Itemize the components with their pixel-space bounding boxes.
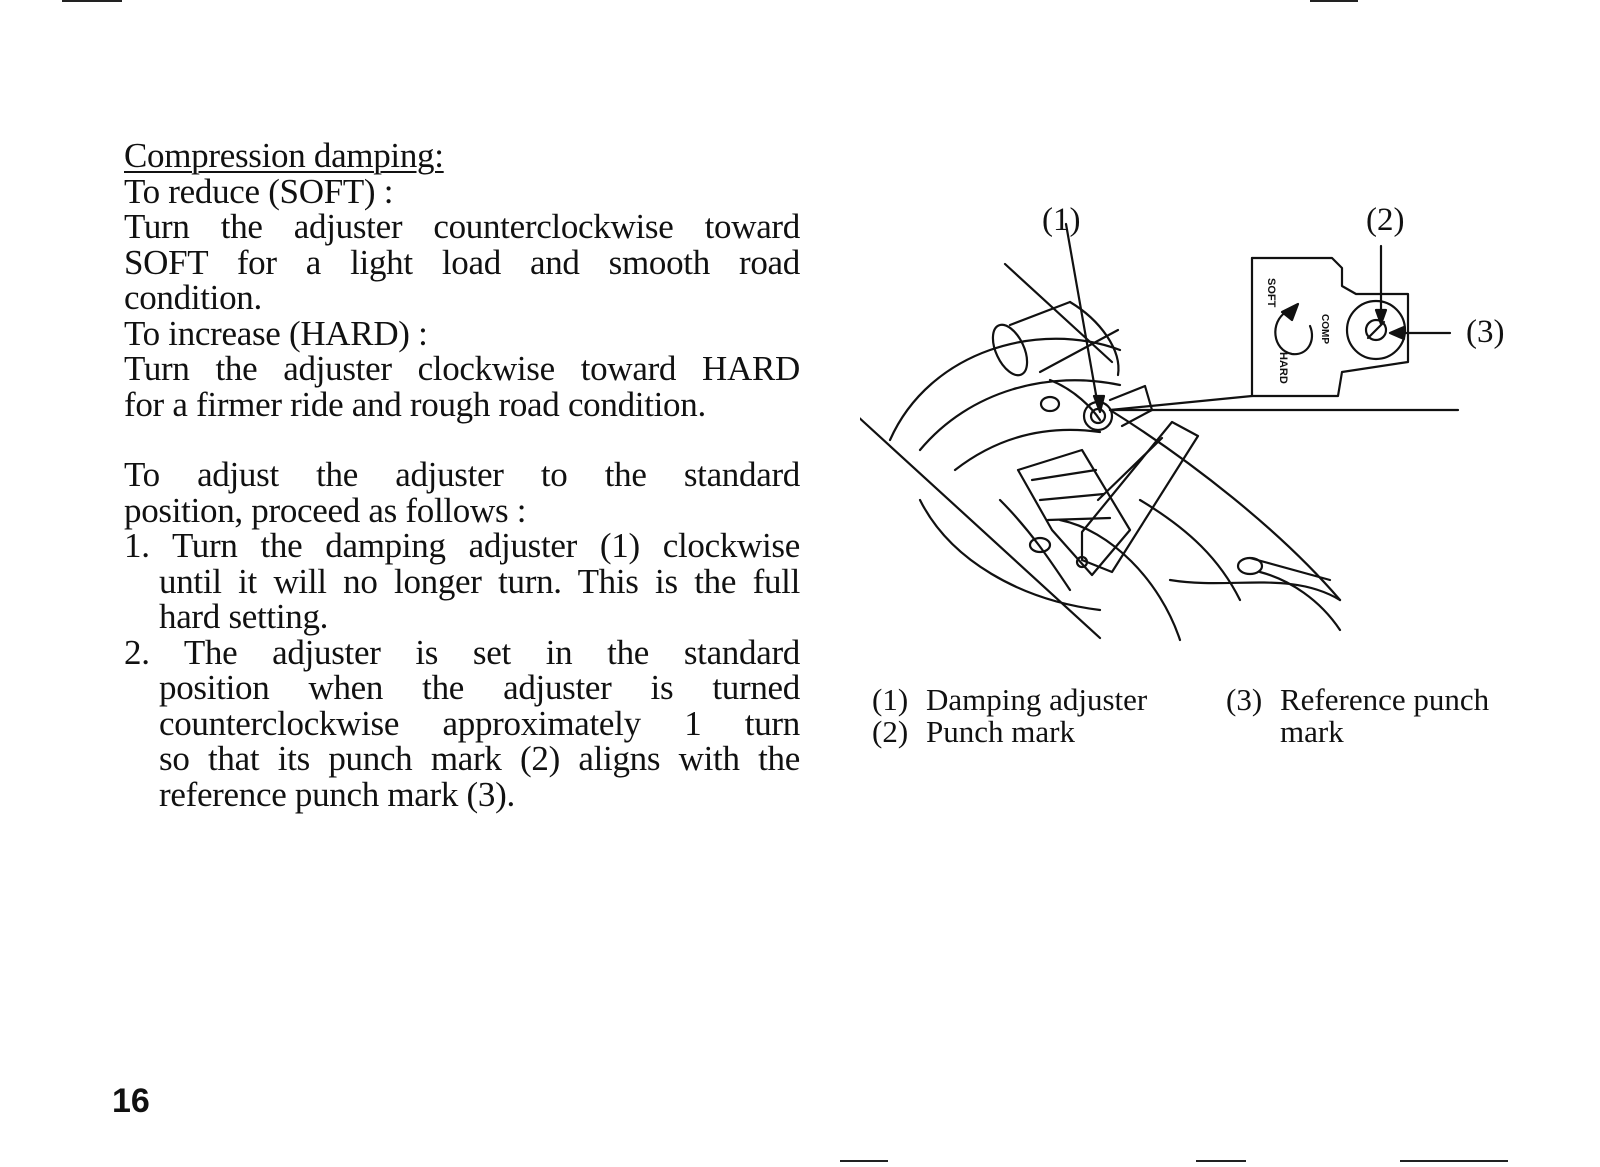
section-heading: Compression damping: xyxy=(124,136,444,175)
step-1 xyxy=(124,528,800,635)
crop-mark xyxy=(1400,1160,1508,1162)
soft-text-line: Turn the adjuster counterclockwise toward xyxy=(124,207,800,246)
shock-absorber-illustration xyxy=(860,200,1560,660)
legend-item-2 xyxy=(872,716,1075,748)
standard-intro-line: position, proceed as follows : xyxy=(124,490,527,530)
instructions-column xyxy=(124,138,800,812)
step-number: 2. xyxy=(124,632,150,672)
crop-mark xyxy=(1310,0,1358,2)
crop-mark xyxy=(1196,1160,1246,1162)
crop-mark xyxy=(840,1160,888,1162)
legend-label: Reference punch xyxy=(1280,682,1490,717)
soft-text-line: SOFT for a light load and smooth road xyxy=(124,242,800,282)
legend-number: (3) xyxy=(1226,682,1263,717)
dial-soft-label: SOFT xyxy=(1265,278,1277,308)
dial-hard-label: HARD xyxy=(1277,352,1289,384)
legend-label: Damping adjuster xyxy=(926,682,1148,717)
callout-2: (2) xyxy=(1366,202,1405,238)
crop-mark xyxy=(62,0,122,2)
hard-text-line: for a firmer ride and rough road condition. xyxy=(124,384,706,424)
step-text-line: 1. Turn the damping adjuster (1) clockwise xyxy=(124,526,800,565)
step-2 xyxy=(124,632,800,814)
legend-label: mark xyxy=(1280,714,1344,749)
legend-item-3 xyxy=(1226,684,1489,716)
legend-number: (2) xyxy=(872,714,909,749)
rear-suspension-drawing xyxy=(860,200,1560,660)
soft-label: To reduce (SOFT) : xyxy=(124,171,394,211)
hard-label: To increase (HARD) : xyxy=(124,313,428,353)
legend-item-3-continued xyxy=(1280,716,1344,748)
page-number: 16 xyxy=(112,1082,150,1120)
callout-3: (3) xyxy=(1466,314,1505,350)
legend-number: (1) xyxy=(872,682,909,717)
hard-text-line: Turn the adjuster clockwise toward HARD xyxy=(124,349,800,388)
callout-1: (1) xyxy=(1042,202,1081,238)
step-text-line: hard setting. xyxy=(159,597,329,636)
soft-text-line: condition. xyxy=(124,278,262,317)
step-text-line: 2. The adjuster is set in the standard xyxy=(124,632,800,672)
step-text-line: reference punch mark (3). xyxy=(159,774,515,814)
dial-comp-label: COMP xyxy=(1319,314,1330,344)
legend-label: Punch mark xyxy=(926,714,1075,749)
step-text-line: so that its punch mark (2) aligns with the xyxy=(159,739,800,778)
step-text-line: counterclockwise approximately 1 turn xyxy=(159,703,800,743)
step-number: 1. xyxy=(124,526,150,565)
standard-intro-line: To adjust the adjuster to the standard xyxy=(124,455,800,494)
legend-item-1 xyxy=(872,684,1147,716)
step-text-line: until it will no longer turn. This is the full xyxy=(159,561,800,601)
step-text-line: position when the adjuster is turned xyxy=(159,668,800,707)
